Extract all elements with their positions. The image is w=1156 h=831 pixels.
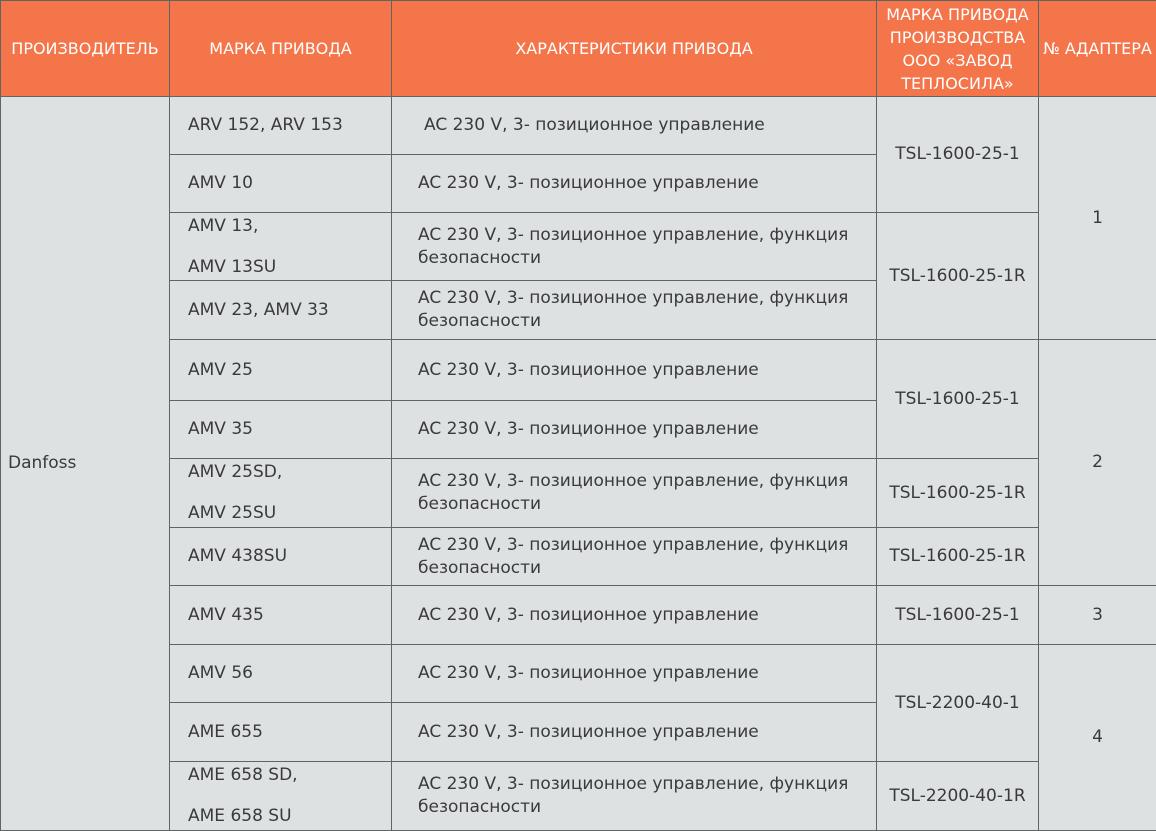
characteristics-cell xyxy=(392,213,877,281)
table-row xyxy=(1,97,1156,155)
adapter-number-cell: 1 xyxy=(1039,97,1156,340)
header-drive-brand: МАРКА ПРИВОДА xyxy=(170,1,392,97)
teplosila-brand-cell: TSL-1600-25-1 xyxy=(877,97,1039,213)
header-row xyxy=(1,1,1156,97)
drive-brand-cell xyxy=(170,645,392,703)
table-body xyxy=(1,97,1156,831)
header-adapter-no: № АДАПТЕРА xyxy=(1039,1,1156,97)
drive-brand-line: AMV 56 xyxy=(188,663,253,683)
drive-brand-cell xyxy=(170,340,392,401)
drive-brand-line: ARV 152, ARV 153 xyxy=(188,115,343,135)
characteristics-text: AC 230 V, 3- позиционное управление xyxy=(418,604,759,625)
characteristics-cell xyxy=(392,703,877,762)
drive-brand-line: AMV 25SD, xyxy=(188,462,283,482)
characteristics-cell xyxy=(392,340,877,401)
teplosila-brand-cell: TSL-1600-25-1R xyxy=(877,459,1039,528)
drive-brand-line: AMV 13, xyxy=(188,215,259,236)
drive-brand-cell xyxy=(170,281,392,340)
adapter-number-cell: 2 xyxy=(1039,340,1156,586)
drive-brand-cell xyxy=(170,528,392,586)
table-row xyxy=(1,213,1156,281)
teplosila-brand-cell: TSL-1600-25-1 xyxy=(877,586,1039,645)
teplosila-brand-cell: TSL-1600-25-1R xyxy=(877,213,1039,340)
characteristics-text: AC 230 V, 3- позиционное управление xyxy=(418,419,759,439)
drive-brand-line: AMV 25SU xyxy=(188,503,277,523)
characteristics-cell xyxy=(392,401,877,459)
teplosila-brand-cell: TSL-1600-25-1 xyxy=(877,340,1039,459)
drive-brand-line: AMV 35 xyxy=(188,419,253,439)
drive-brand-line: AMV 438SU xyxy=(188,546,288,566)
table-row xyxy=(1,459,1156,528)
drive-brand-cell xyxy=(170,703,392,762)
manufacturer-cell: Danfoss xyxy=(1,97,170,831)
drive-brand-cell xyxy=(170,586,392,645)
drive-brand-cell xyxy=(170,401,392,459)
characteristics-cell xyxy=(392,762,877,831)
characteristics-cell xyxy=(392,586,877,645)
drive-brand-line: AME 658 SU xyxy=(188,806,292,826)
drive-brand-line: AMV 435 xyxy=(188,604,264,625)
characteristics-text: AC 230 V, 3- позиционное управление xyxy=(424,115,765,135)
drive-brand-line: AMV 13SU xyxy=(188,256,277,277)
drive-brand-line: AME 658 SD, xyxy=(188,765,298,785)
drive-brand-cell xyxy=(170,155,392,213)
table-row xyxy=(1,528,1156,586)
adapter-number-cell: 3 xyxy=(1039,586,1156,645)
characteristics-text: AC 230 V, 3- позиционное управление, функция безопасности xyxy=(418,471,849,514)
table-row xyxy=(1,340,1156,401)
characteristics-text: AC 230 V, 3- позиционное управление xyxy=(418,721,759,742)
adapter-number-cell: 4 xyxy=(1039,645,1156,831)
teplosila-brand-cell: TSL-2200-40-1 xyxy=(877,645,1039,762)
characteristics-text: AC 230 V, 3- позиционное управление, функция безопасности xyxy=(418,224,849,268)
characteristics-cell xyxy=(392,459,877,528)
table-row xyxy=(1,645,1156,703)
drive-brand-line: AMV 25 xyxy=(188,359,253,380)
drive-brand-cell xyxy=(170,762,392,831)
characteristics-text: AC 230 V, 3- позиционное управление, функция безопасности xyxy=(418,288,849,331)
header-teplosila-brand: МАРКА ПРИВОДА ПРОИЗВОДСТВА ООО «ЗАВОД ТЕПЛОСИЛА» xyxy=(877,1,1039,97)
header-characteristics: ХАРАКТЕРИСТИКИ ПРИВОДА xyxy=(392,1,877,97)
characteristics-text: AC 230 V, 3- позиционное управление xyxy=(418,359,759,380)
drive-brand-line: AME 655 xyxy=(188,721,263,742)
characteristics-cell xyxy=(392,155,877,213)
characteristics-cell xyxy=(392,528,877,586)
drive-brand-line: AMV 23, AMV 33 xyxy=(188,299,329,320)
drive-brand-cell xyxy=(170,459,392,528)
drive-brand-line: AMV 10 xyxy=(188,173,253,193)
drive-brand-cell xyxy=(170,97,392,155)
characteristics-text: AC 230 V, 3- позиционное управление xyxy=(418,173,759,193)
header-manufacturer: ПРОИЗВОДИТЕЛЬ xyxy=(1,1,170,97)
teplosila-brand-cell: TSL-2200-40-1R xyxy=(877,762,1039,831)
table-row xyxy=(1,586,1156,645)
characteristics-cell xyxy=(392,645,877,703)
characteristics-cell xyxy=(392,97,877,155)
characteristics-cell xyxy=(392,281,877,340)
teplosila-brand-cell: TSL-1600-25-1R xyxy=(877,528,1039,586)
characteristics-text: AC 230 V, 3- позиционное управление, функция безопасности xyxy=(418,534,849,578)
drive-brand-cell xyxy=(170,213,392,281)
table-row xyxy=(1,762,1156,831)
characteristics-text: AC 230 V, 3- позиционное управление xyxy=(418,663,759,683)
characteristics-text: AC 230 V, 3- позиционное управление, функция безопасности xyxy=(418,774,849,817)
